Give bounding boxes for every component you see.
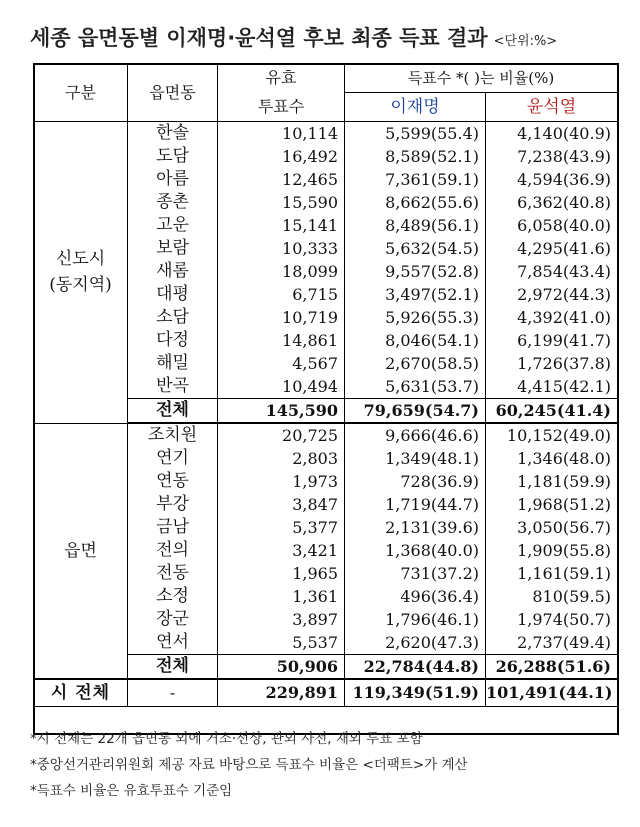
- row-name: 금남: [128, 516, 218, 539]
- row-name: 아름: [128, 168, 218, 191]
- group-label: [34, 122, 128, 424]
- footnote: *중앙선거관리위원회 제공 자료 바탕으로 득표수 비율은 <더팩트>가 계산: [30, 757, 468, 773]
- row-yoon-votes: 7,854(43.4): [486, 260, 618, 283]
- row-lee-votes: 2,670(58.5): [345, 352, 486, 375]
- row-lee-votes: 3,497(52.1): [345, 283, 486, 306]
- row-name: 대평: [128, 283, 218, 306]
- row-valid-votes: 10,114: [218, 122, 345, 146]
- row-name: 연서: [128, 631, 218, 655]
- row-valid-votes: 3,421: [218, 539, 345, 562]
- results-table: [33, 63, 618, 707]
- row-valid-votes: 2,803: [218, 447, 345, 470]
- row-name: 보람: [128, 237, 218, 260]
- total-valid-votes: 145,590: [218, 399, 345, 424]
- total-name: 전체: [128, 655, 218, 680]
- row-valid-votes: 10,719: [218, 306, 345, 329]
- row-yoon-votes: 2,972(44.3): [486, 283, 618, 306]
- table-row: [34, 423, 618, 447]
- header-gubun: 구분: [34, 64, 128, 122]
- footnote: *시 전체는 22개 읍면동 외에 거소·선상, 관외 사전, 재외 투표 포함: [30, 731, 423, 747]
- row-name: 소담: [128, 306, 218, 329]
- total-lee-votes: 79,659(54.7): [345, 399, 486, 424]
- row-lee-votes: 1,796(46.1): [345, 608, 486, 631]
- row-name: 전동: [128, 562, 218, 585]
- row-lee-votes: 496(36.4): [345, 585, 486, 608]
- row-valid-votes: 1,361: [218, 585, 345, 608]
- footnotes: [30, 726, 630, 804]
- row-name: 새롬: [128, 260, 218, 283]
- page-title: [30, 18, 620, 58]
- row-valid-votes: 4,567: [218, 352, 345, 375]
- row-valid-votes: 6,715: [218, 283, 345, 306]
- footnote: *득표수 비율은 유효투표수 기준임: [30, 783, 233, 799]
- total-lee-votes: 22,784(44.8): [345, 655, 486, 680]
- total-valid-votes: 50,906: [218, 655, 345, 680]
- row-yoon-votes: 4,392(41.0): [486, 306, 618, 329]
- row-lee-votes: 1,368(40.0): [345, 539, 486, 562]
- row-valid-votes: 18,099: [218, 260, 345, 283]
- row-valid-votes: 1,973: [218, 470, 345, 493]
- row-valid-votes: 14,861: [218, 329, 345, 352]
- row-name: 해밀: [128, 352, 218, 375]
- row-valid-votes: 1,965: [218, 562, 345, 585]
- row-valid-votes: 16,492: [218, 145, 345, 168]
- row-lee-votes: 2,620(47.3): [345, 631, 486, 655]
- row-yoon-votes: 3,050(56.7): [486, 516, 618, 539]
- row-lee-votes: 2,131(39.6): [345, 516, 486, 539]
- header-valid-line2: 투표수: [218, 93, 345, 122]
- row-yoon-votes: 1,909(55.8): [486, 539, 618, 562]
- table-body: [34, 122, 618, 707]
- row-yoon-votes: 1,974(50.7): [486, 608, 618, 631]
- row-name: 부강: [128, 493, 218, 516]
- row-lee-votes: 1,719(44.7): [345, 493, 486, 516]
- row-lee-votes: 7,361(59.1): [345, 168, 486, 191]
- grand-total-valid-votes: 229,891: [218, 679, 345, 707]
- grand-total-lee-votes: 119,349(51.9): [345, 679, 486, 707]
- row-name: 종촌: [128, 191, 218, 214]
- row-valid-votes: 15,590: [218, 191, 345, 214]
- row-yoon-votes: 6,058(40.0): [486, 214, 618, 237]
- row-name: 도담: [128, 145, 218, 168]
- row-valid-votes: 10,333: [218, 237, 345, 260]
- grand-total-row: [34, 679, 618, 707]
- row-lee-votes: 8,046(54.1): [345, 329, 486, 352]
- row-name: 다정: [128, 329, 218, 352]
- row-name: 전의: [128, 539, 218, 562]
- row-yoon-votes: 2,737(49.4): [486, 631, 618, 655]
- row-name: 한솔: [128, 122, 218, 146]
- row-yoon-votes: 1,346(48.0): [486, 447, 618, 470]
- row-yoon-votes: 1,181(59.9): [486, 470, 618, 493]
- group-label-line1: 신도시: [55, 249, 106, 270]
- row-name: 연기: [128, 447, 218, 470]
- grand-total-eup: -: [128, 679, 218, 707]
- row-yoon-votes: 1,161(59.1): [486, 562, 618, 585]
- row-lee-votes: 731(37.2): [345, 562, 486, 585]
- row-lee-votes: 5,926(55.3): [345, 306, 486, 329]
- row-name: 고운: [128, 214, 218, 237]
- row-yoon-votes: 810(59.5): [486, 585, 618, 608]
- row-valid-votes: 20,725: [218, 423, 345, 447]
- group-label: [34, 423, 128, 679]
- total-yoon-votes: 60,245(41.4): [486, 399, 618, 424]
- header-votes-note: 득표수 *( )는 비율(%): [345, 64, 618, 93]
- row-name: 반곡: [128, 375, 218, 399]
- header-valid-line1: 유효: [218, 64, 345, 93]
- row-yoon-votes: 4,295(41.6): [486, 237, 618, 260]
- row-valid-votes: 12,465: [218, 168, 345, 191]
- total-name: 전체: [128, 399, 218, 424]
- row-name: 조치원: [128, 423, 218, 447]
- row-lee-votes: 5,599(55.4): [345, 122, 486, 146]
- unit-label: <단위:%>: [493, 34, 558, 49]
- row-yoon-votes: 1,726(37.8): [486, 352, 618, 375]
- row-lee-votes: 8,662(55.6): [345, 191, 486, 214]
- row-yoon-votes: 6,362(40.8): [486, 191, 618, 214]
- row-yoon-votes: 4,415(42.1): [486, 375, 618, 399]
- row-lee-votes: 9,666(46.6): [345, 423, 486, 447]
- row-lee-votes: 5,631(53.7): [345, 375, 486, 399]
- row-valid-votes: 3,897: [218, 608, 345, 631]
- row-valid-votes: 5,537: [218, 631, 345, 655]
- title-text: 세종 읍면동별 이재명·윤석열 후보 최종 득표 결과: [30, 26, 488, 50]
- row-lee-votes: 8,489(56.1): [345, 214, 486, 237]
- group-label-line1: 읍면: [64, 540, 97, 561]
- row-lee-votes: 8,589(52.1): [345, 145, 486, 168]
- row-lee-votes: 9,557(52.8): [345, 260, 486, 283]
- row-valid-votes: 15,141: [218, 214, 345, 237]
- table-row: [34, 122, 618, 146]
- row-name: 장군: [128, 608, 218, 631]
- row-yoon-votes: 4,140(40.9): [486, 122, 618, 146]
- grand-total-label: 시 전체: [34, 679, 128, 707]
- header-yoon: 윤석열: [486, 93, 618, 122]
- row-lee-votes: 1,349(48.1): [345, 447, 486, 470]
- row-yoon-votes: 4,594(36.9): [486, 168, 618, 191]
- header-lee: 이재명: [345, 93, 486, 122]
- row-valid-votes: 3,847: [218, 493, 345, 516]
- group-label-line2: (동지역): [49, 275, 112, 296]
- row-valid-votes: 5,377: [218, 516, 345, 539]
- row-yoon-votes: 10,152(49.0): [486, 423, 618, 447]
- row-name: 소정: [128, 585, 218, 608]
- total-yoon-votes: 26,288(51.6): [486, 655, 618, 680]
- row-yoon-votes: 1,968(51.2): [486, 493, 618, 516]
- row-name: 연동: [128, 470, 218, 493]
- row-lee-votes: 5,632(54.5): [345, 237, 486, 260]
- row-yoon-votes: 7,238(43.9): [486, 145, 618, 168]
- header-eupmyeondong: 읍면동: [128, 64, 218, 122]
- row-valid-votes: 10,494: [218, 375, 345, 399]
- row-yoon-votes: 6,199(41.7): [486, 329, 618, 352]
- grand-total-yoon-votes: 101,491(44.1): [486, 679, 618, 707]
- row-lee-votes: 728(36.9): [345, 470, 486, 493]
